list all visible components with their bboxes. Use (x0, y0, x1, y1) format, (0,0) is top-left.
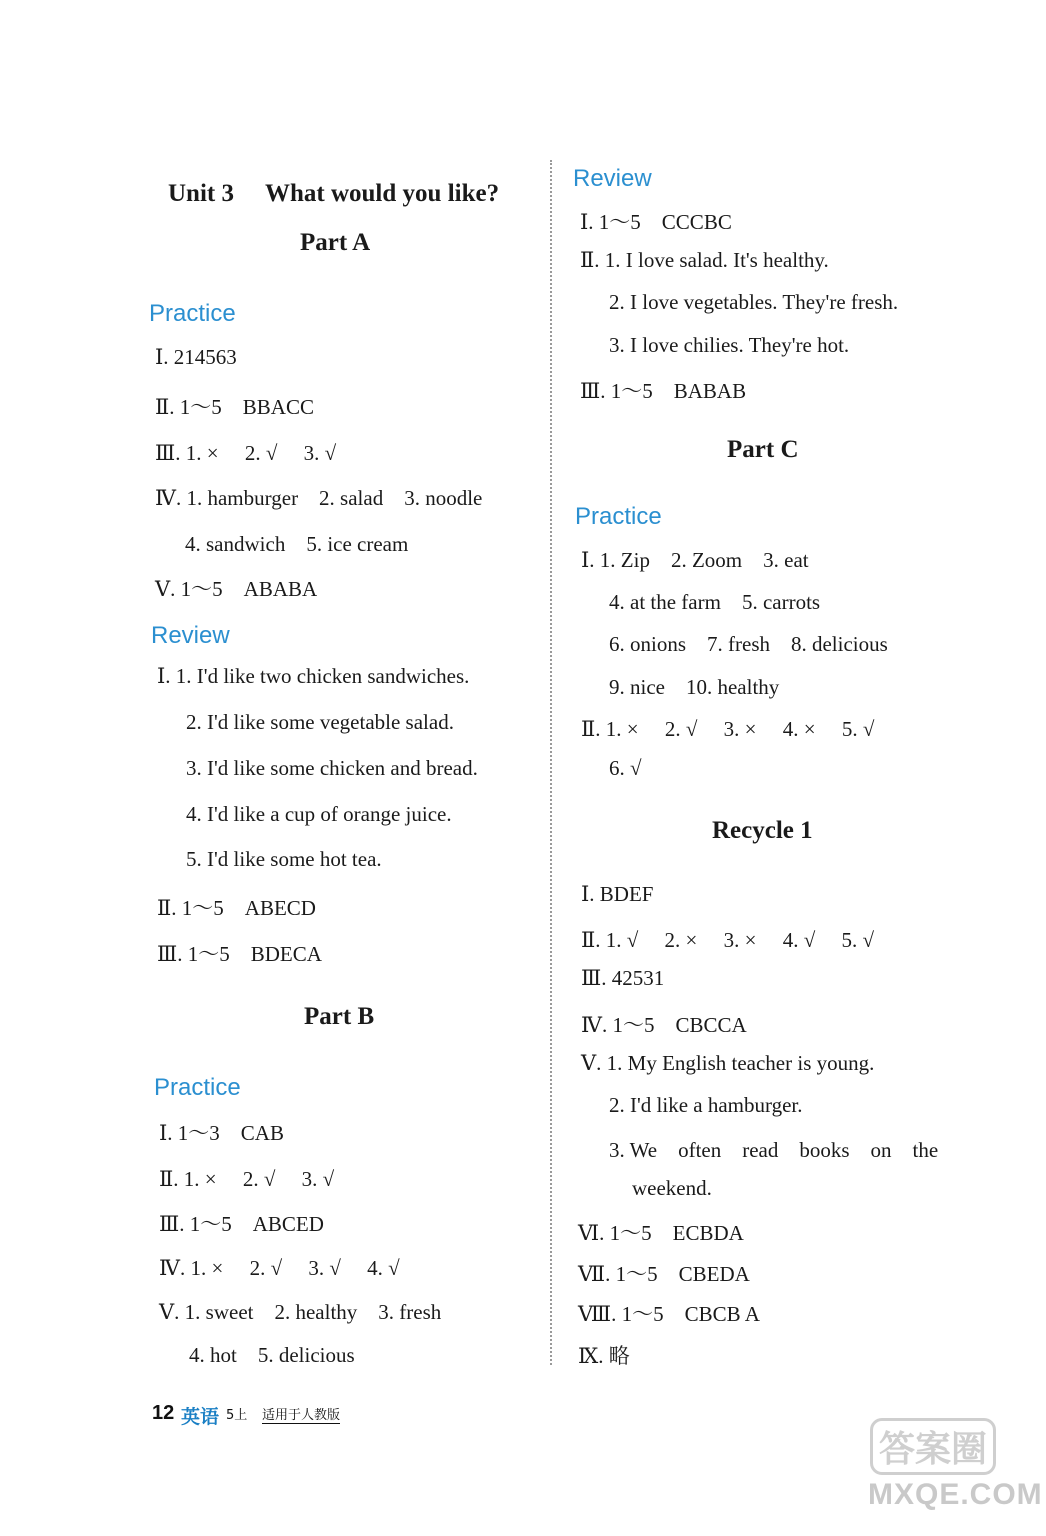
subject-label: 英语 (181, 1406, 220, 1428)
answer-line: 2. I'd like some vegetable salad. (186, 710, 454, 734)
answer-line: Ⅰ. 214563 (155, 345, 237, 369)
watermark-text: MXQE.COM (868, 1478, 1043, 1511)
part-c-heading: Part C (727, 436, 799, 463)
answer-line: Ⅰ. 1. I'd like two chicken sandwiches. (157, 664, 470, 688)
answer-line: Ⅴ. 1～5 ABABA (155, 577, 318, 601)
answer-line: weekend. (632, 1176, 712, 1200)
answer-line: Ⅰ. 1～3 CAB (159, 1121, 284, 1145)
answer-line: 9. nice 10. healthy (609, 675, 780, 699)
watermark-logo: 答案圈 (870, 1418, 996, 1475)
answer-line: 4. I'd like a cup of orange juice. (186, 802, 452, 826)
review-heading: Review (573, 165, 652, 192)
answer-line: Ⅳ. 1. hamburger 2. salad 3. noodle (155, 486, 483, 510)
answer-line: 2. I love vegetables. They're fresh. (609, 290, 899, 314)
page-number: 12 (152, 1402, 175, 1424)
answer-line: 3. We often read books on the (609, 1138, 939, 1162)
answer-line: Ⅱ. 1. √ 2. × 3. × 4. √ 5. √ (581, 928, 875, 952)
answer-line: Ⅱ. 1. I love salad. It's healthy. (580, 248, 829, 272)
answer-line: Ⅴ. 1. My English teacher is young. (581, 1051, 875, 1075)
answer-line: Ⅸ. 略 (578, 1344, 630, 1368)
answer-line: 4. hot 5. delicious (189, 1343, 355, 1367)
answer-line: Ⅴ. 1. sweet 2. healthy 3. fresh (159, 1300, 442, 1324)
answer-line: Ⅲ. 42531 (581, 966, 665, 990)
answer-line: 4. sandwich 5. ice cream (185, 532, 409, 556)
answer-line: 5. I'd like some hot tea. (186, 847, 382, 871)
answer-line: Ⅷ. 1～5 CBCB A (578, 1302, 760, 1326)
answer-line: Ⅱ. 1～5 ABECD (157, 896, 316, 920)
answer-line: Ⅲ. 1～5 ABCED (159, 1212, 324, 1236)
answer-line: 6. onions 7. fresh 8. delicious (609, 632, 888, 656)
practice-heading: Practice (149, 300, 236, 327)
part-b-heading: Part B (304, 1003, 375, 1030)
part-a-heading: Part A (300, 229, 371, 256)
unit-label: Unit 3 (168, 180, 234, 207)
answer-line: Ⅲ. 1. × 2. √ 3. √ (155, 441, 337, 465)
answer-line: Ⅵ. 1～5 ECBDA (578, 1221, 744, 1245)
edition-label: 适用于人教版 (262, 1404, 340, 1424)
review-heading: Review (151, 622, 230, 649)
answer-line: Ⅲ. 1～5 BABAB (580, 379, 747, 403)
answer-line: 3. I love chilies. They're hot. (609, 333, 850, 357)
answer-line: Ⅲ. 1～5 BDECA (157, 942, 322, 966)
column-divider (550, 160, 552, 1365)
answer-line: 4. at the farm 5. carrots (609, 590, 821, 614)
answer-line: 6. √ (609, 756, 642, 780)
answer-line: Ⅰ. 1～5 CCCBC (580, 210, 732, 234)
unit-title: What would you like? (265, 180, 500, 207)
answer-line: Ⅳ. 1～5 CBCCA (581, 1013, 747, 1037)
answer-line: Ⅱ. 1. × 2. √ 3. × 4. × 5. √ (581, 717, 875, 741)
recycle-heading: Recycle 1 (712, 817, 813, 844)
answer-line: Ⅱ. 1. × 2. √ 3. √ (159, 1167, 335, 1191)
answer-line: 2. I'd like a hamburger. (609, 1093, 803, 1117)
answer-line: Ⅰ. BDEF (581, 882, 654, 906)
answer-line: Ⅱ. 1～5 BBACC (155, 395, 314, 419)
grade-label: 5上 (226, 1408, 248, 1423)
practice-heading: Practice (575, 503, 662, 530)
answer-line: Ⅰ. 1. Zip 2. Zoom 3. eat (581, 548, 809, 572)
answer-line: Ⅳ. 1. × 2. √ 3. √ 4. √ (159, 1256, 400, 1280)
answer-line: 3. I'd like some chicken and bread. (186, 756, 478, 780)
answer-line: Ⅶ. 1～5 CBEDA (578, 1262, 750, 1286)
practice-heading: Practice (154, 1074, 241, 1101)
